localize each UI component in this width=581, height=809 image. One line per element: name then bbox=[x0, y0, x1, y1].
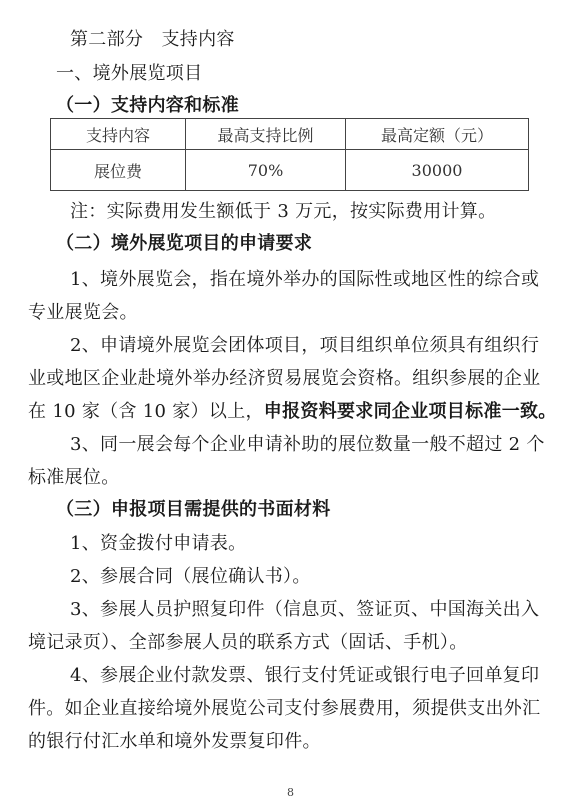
table-header-cell: 最高定额（元） bbox=[346, 119, 529, 150]
paragraph-line bbox=[28, 400, 557, 424]
table-cell: 展位费 bbox=[51, 150, 186, 191]
list-item: 3、参展人员护照复印件（信息页、签证页、中国海关出入 bbox=[70, 599, 540, 620]
list-item: 1、资金拨付申请表。 bbox=[70, 533, 247, 554]
subsection-title-1: （一）支持内容和标准 bbox=[56, 95, 239, 116]
paragraph-line: 专业展览会。 bbox=[28, 302, 138, 323]
paragraph-line: 件。如企业直接给境外展览公司支付参展费用，须提供支出外汇 bbox=[28, 698, 541, 719]
paragraph-line: 2、申请境外展览会团体项目，项目组织单位须具有组织行 bbox=[70, 335, 540, 356]
paragraph-line: 业或地区企业赴境外举办经济贸易展览会资格。组织参展的企业 bbox=[28, 368, 541, 389]
table-header-row bbox=[51, 119, 529, 150]
emphasis-text: 申报资料要求同企业项目标准一致。 bbox=[263, 401, 557, 422]
paragraph-line: 境记录页）、全部参展人员的联系方式（固话、手机）。 bbox=[28, 632, 468, 653]
paragraph-line: 3、同一展会每个企业申请补助的展位数量一般不超过 2 个 bbox=[70, 434, 545, 455]
subsection-title-3: （三）申报项目需提供的书面材料 bbox=[56, 499, 331, 520]
page-number: 8 bbox=[287, 786, 294, 799]
part-heading: 第二部分 支持内容 bbox=[70, 29, 235, 50]
table-cell: 70% bbox=[186, 150, 346, 191]
table-header-cell: 最高支持比例 bbox=[186, 119, 346, 150]
table-note: 注：实际费用发生额低于 3 万元，按实际费用计算。 bbox=[70, 201, 497, 222]
table-header-cell: 支持内容 bbox=[51, 119, 186, 150]
section-title: 一、境外展览项目 bbox=[56, 63, 203, 84]
list-item: 4、参展企业付款发票、银行支付凭证或银行电子回单复印 bbox=[70, 665, 540, 686]
paragraph-line: 的银行付汇水单和境外发票复印件。 bbox=[28, 731, 321, 752]
table-row bbox=[51, 150, 529, 191]
subsection-title-2: （二）境外展览项目的申请要求 bbox=[56, 233, 313, 254]
list-item: 2、参展合同（展位确认书）。 bbox=[70, 566, 311, 587]
support-standard-table bbox=[50, 118, 529, 191]
paragraph-line: 1、境外展览会，指在境外举办的国际性或地区性的综合或 bbox=[70, 269, 540, 290]
table-cell: 30000 bbox=[346, 150, 529, 191]
paragraph-line: 标准展位。 bbox=[28, 467, 120, 488]
paragraph-text: 在 10 家（含 10 家）以上， bbox=[28, 401, 264, 422]
